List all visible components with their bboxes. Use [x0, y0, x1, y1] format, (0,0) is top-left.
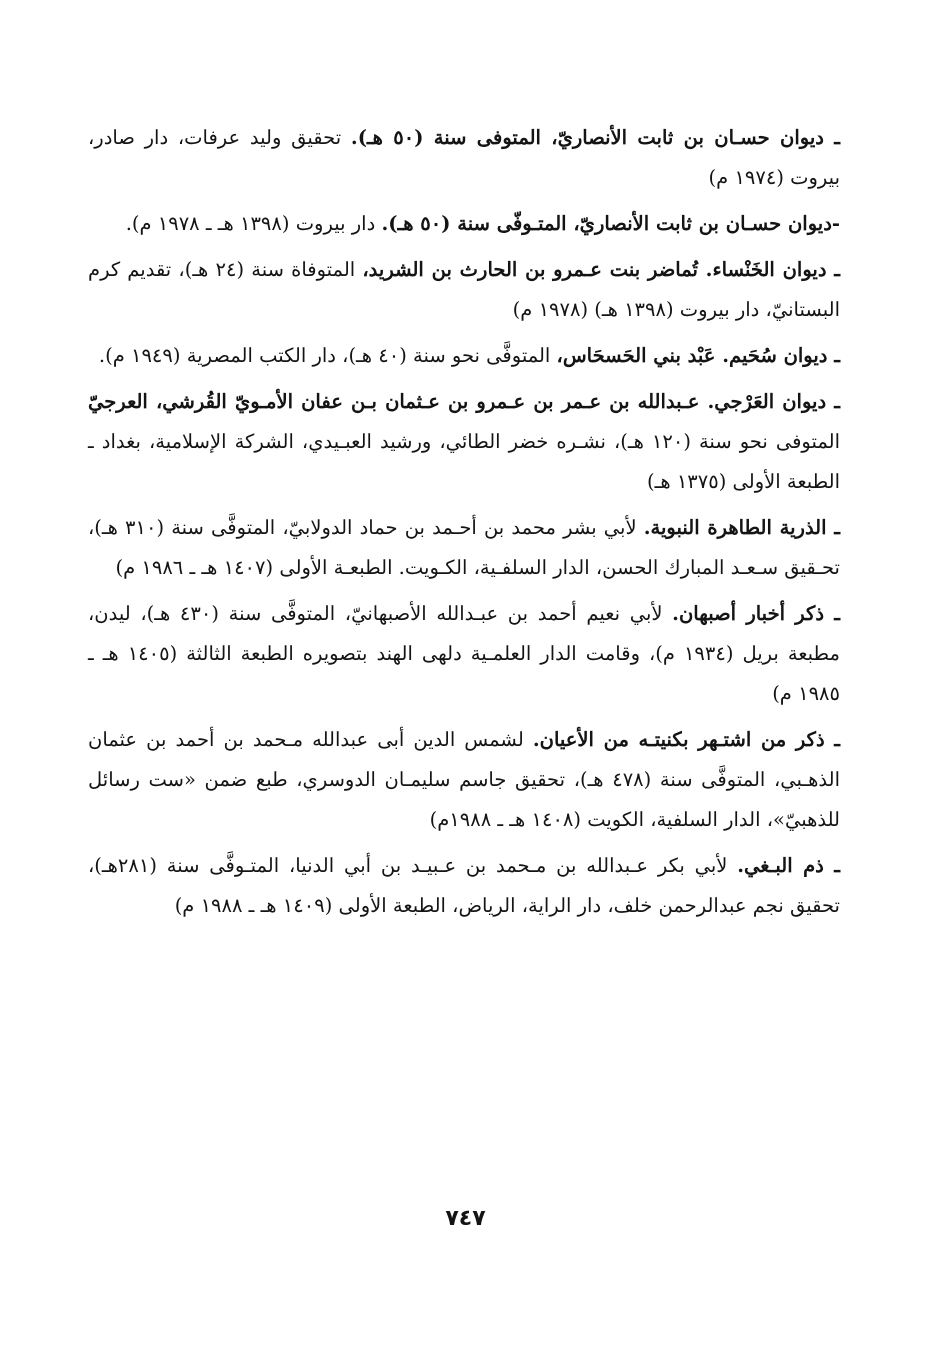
- entry-body: المتوفاة سنة (٢٤ هـ)، تقديم كرم البستانيّ، دار بيروت (١٣٩٨ هـ) (١٩٧٨ م): [88, 258, 840, 321]
- bibliography-page: [88, 118, 840, 1248]
- entry-body: دار بيروت (١٣٩٨ هـ ـ ١٩٧٨ م).: [125, 212, 382, 235]
- entry-body: المتوفى نحو سنة (١٢٠ هـ)، نشـره خضر الطائي، ورشيد العبـيدي، الشركة الإسلامية، بغداد ـ الطبعة الأولى (١٣٧٥ هـ): [88, 430, 840, 493]
- entry-body: تحقيق وليد عرفات، دار صادر، بيروت (١٩٧٤ م): [88, 126, 840, 189]
- bibliography-entry: [88, 382, 840, 502]
- entry-title: ـ الذرية الطاهرة النبوية.: [643, 516, 840, 539]
- entry-title: ـ ذكر من اشتـهر بكنيتـه من الأعيان.: [532, 728, 840, 751]
- entry-title: ـ ذم البـغي.: [737, 854, 840, 877]
- entry-body: لشمس الدين أبى عبدالله مـحمد بن أحمد بن عثمان الذهـبي، المتوفَّى سنة (٤٧٨ هـ)، تحقيق جاسم سليمـان الدوسري، طبع ضمن «ست رسائل للذهبيّ»، الدار السلفية، الكويت (١٤٠٨ هـ ـ ١٩٨٨م): [88, 728, 840, 831]
- entry-title: ـ ديوان حسـان بن ثابت الأنصاريّ، المتوفى سنة (٥٠ هـ).: [350, 126, 840, 149]
- entry-body: لأبي بكر عـبدالله بن مـحمد بن عـبيـد بن أبي الدنيا، المتـوفَّى سنة (٢٨١هـ)، تحقيق نجم عبدالرحمن خلف، دار الراية، الرياض، الطبعة الأولى (١٤٠٩ هـ ـ ١٩٨٨ م): [88, 854, 840, 917]
- bibliography-entry: [88, 336, 840, 376]
- bibliography-entry: [88, 118, 840, 198]
- entry-body: لأبي نعيم أحمد بن عبـدالله الأصبهانيّ، المتوفَّى سنة (٤٣٠ هـ)، ليدن، مطبعة بريل (١٩٣٤ م)، وقامت الدار العلمـية دلهى الهند بتصويره الطبعة الثالثة (١٤٠٥ هـ ـ ١٩٨٥ م): [88, 602, 840, 705]
- entry-title: ـ ذكر أخبار أصبهان.: [672, 602, 840, 625]
- bibliography-entry: [88, 250, 840, 330]
- bibliography-entry: [88, 204, 840, 244]
- bibliography-entry: [88, 846, 840, 926]
- bibliography-entry: [88, 594, 840, 714]
- entry-title: ـ ديوان سُحَيم. عَبْد بني الحَسحَاس،: [556, 344, 840, 367]
- entry-title: ـ ديوان العَرْجي. عـبدالله بن عـمر بن عـمرو بن عـثمان بـن عفان الأمـويّ القُرشي، العرجيّ: [88, 390, 840, 413]
- entry-title: -ديوان حسـان بن ثابت الأنصاريّ، المتـوفّى سنة (٥٠ هـ).: [381, 212, 840, 235]
- bibliography-entry: [88, 720, 840, 840]
- entry-body: المتوفَّى نحو سنة (٤٠ هـ)، دار الكتب المصرية (١٩٤٩ م).: [98, 344, 557, 367]
- entry-body: لأبي بشر محمد بن أحـمد بن حماد الدولابيّ، المتوفَّى سنة (٣١٠ هـ)، تحـقيق سـعـد المبارك الحسن، الدار السلفـية، الكـويت. الطبعـة الأولى (١٤٠٧ هـ ـ ١٩٨٦ م): [88, 516, 840, 579]
- page-number: ٧٤٧: [445, 1206, 486, 1231]
- entry-title: ـ ديوان الخَنْساء. تُماضر بنت عـمرو بن الحارث بن الشريد،: [362, 258, 840, 281]
- bibliography-entry: [88, 508, 840, 588]
